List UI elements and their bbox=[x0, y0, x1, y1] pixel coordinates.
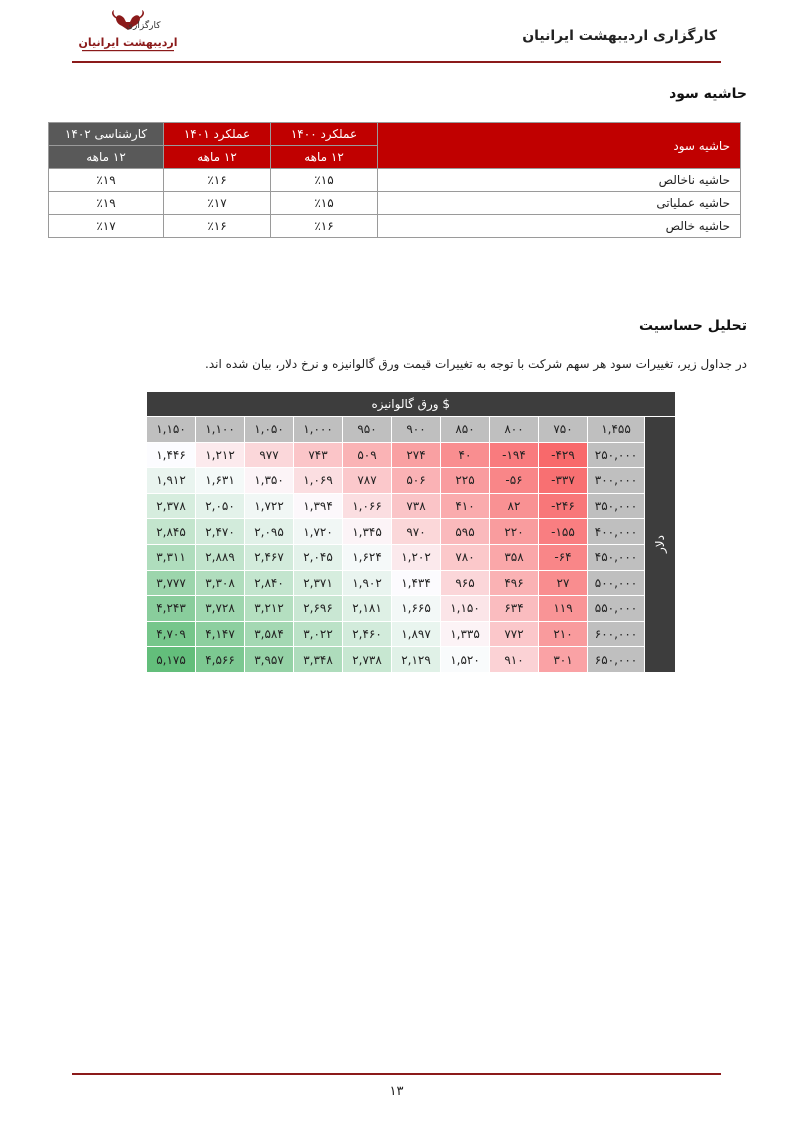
eps-cell: ۲,۸۴۰ bbox=[245, 570, 294, 596]
sensitivity-table bbox=[146, 391, 676, 673]
eps-cell: ۹۱۰ bbox=[490, 647, 539, 673]
logo-small-text: کارگزاری bbox=[126, 21, 161, 31]
column-header: کارشناسی ۱۴۰۲ bbox=[49, 123, 164, 146]
row-label: حاشیه ناخالص bbox=[378, 169, 741, 192]
price-header: ۸۵۰ bbox=[441, 417, 490, 443]
price-header: ۱,۰۵۰ bbox=[245, 417, 294, 443]
dollar-side-label bbox=[645, 417, 676, 673]
table-row bbox=[147, 621, 676, 647]
table-cell: ٪۱۹ bbox=[49, 169, 164, 192]
dollar-rate-header: ۲۵۰,۰۰۰ bbox=[588, 442, 645, 468]
eps-cell: ۴۹۶ bbox=[490, 570, 539, 596]
column-period: ۱۲ ماهه bbox=[49, 146, 164, 169]
table-row bbox=[49, 169, 741, 192]
company-name: کارگزاری اردیبهشت ایرانیان bbox=[522, 28, 717, 44]
dollar-rate-header: ۴۰۰,۰۰۰ bbox=[588, 519, 645, 545]
eps-cell: ۷۸۷ bbox=[343, 468, 392, 494]
eps-cell: ۱,۷۲۰ bbox=[294, 519, 343, 545]
eps-cell: ۷۸۰ bbox=[441, 544, 490, 570]
price-header: ۱,۱۰۰ bbox=[196, 417, 245, 443]
profit-margin-table bbox=[48, 122, 741, 238]
eps-cell: ۴,۲۴۳ bbox=[147, 596, 196, 622]
footer-rule bbox=[72, 1073, 721, 1075]
margin-row-header: حاشیه سود bbox=[378, 123, 741, 169]
price-header-row bbox=[147, 417, 676, 443]
eps-cell: ۲,۸۴۵ bbox=[147, 519, 196, 545]
eps-cell: ۲,۴۷۰ bbox=[196, 519, 245, 545]
column-header: عملکرد ۱۴۰۱ bbox=[164, 123, 271, 146]
eps-cell: ۲,۳۷۱ bbox=[294, 570, 343, 596]
eps-cell: ۶۳۴ bbox=[490, 596, 539, 622]
table-row bbox=[147, 493, 676, 519]
table-row bbox=[147, 596, 676, 622]
eps-cell: ۲,۳۷۸ bbox=[147, 493, 196, 519]
eps-cell: ۹۷۷ bbox=[245, 442, 294, 468]
eps-cell: ۴۰ bbox=[441, 442, 490, 468]
eps-cell: ۱۱۹ bbox=[539, 596, 588, 622]
margin-section-title: حاشیه سود bbox=[669, 86, 747, 102]
eps-cell: ۱,۳۳۵ bbox=[441, 621, 490, 647]
eps-cell: -۲۴۶ bbox=[539, 493, 588, 519]
table-cell: ٪۱۶ bbox=[271, 215, 378, 238]
eps-cell: ۲,۴۶۷ bbox=[245, 544, 294, 570]
table-cell: ٪۱۵ bbox=[271, 169, 378, 192]
eps-cell: ۱,۶۲۴ bbox=[343, 544, 392, 570]
eps-cell: ۸۲ bbox=[490, 493, 539, 519]
eps-cell: ۲,۰۹۵ bbox=[245, 519, 294, 545]
eps-cell: ۵۰۹ bbox=[343, 442, 392, 468]
company-logo bbox=[72, 8, 184, 56]
eps-cell: ۳۵۸ bbox=[490, 544, 539, 570]
sensitivity-description: در جداول زیر، تغییرات سود هر سهم شرکت با توجه به تغییرات قیمت ورق گالوانیزه و نرخ دلار، بیان شده اند. bbox=[205, 357, 747, 371]
eps-cell: ۱,۹۱۲ bbox=[147, 468, 196, 494]
eps-cell: ۱,۲۱۲ bbox=[196, 442, 245, 468]
table-header-row bbox=[49, 123, 741, 146]
sensitivity-caption: ورق گالوانیزه $ bbox=[147, 392, 676, 417]
eps-cell: -۳۳۷ bbox=[539, 468, 588, 494]
eps-cell: ۳,۰۲۲ bbox=[294, 621, 343, 647]
eps-cell: ۳,۷۷۷ bbox=[147, 570, 196, 596]
price-header: ۹۰۰ bbox=[392, 417, 441, 443]
row-label: حاشیه خالص bbox=[378, 215, 741, 238]
eps-cell: ۳,۹۵۷ bbox=[245, 647, 294, 673]
eps-cell: ۱,۷۲۲ bbox=[245, 493, 294, 519]
row-label: حاشیه عملیاتی bbox=[378, 192, 741, 215]
eps-cell: ۷۴۳ bbox=[294, 442, 343, 468]
eps-cell: ۱,۰۶۶ bbox=[343, 493, 392, 519]
price-header: ۹۵۰ bbox=[343, 417, 392, 443]
table-cell: ٪۱۵ bbox=[271, 192, 378, 215]
eps-cell: ۲,۸۸۹ bbox=[196, 544, 245, 570]
eps-cell: ۹۶۵ bbox=[441, 570, 490, 596]
column-header: عملکرد ۱۴۰۰ bbox=[271, 123, 378, 146]
eps-cell: ۲۲۵ bbox=[441, 468, 490, 494]
eps-cell: ۳,۲۱۲ bbox=[245, 596, 294, 622]
eps-cell: ۱,۳۵۰ bbox=[245, 468, 294, 494]
dollar-label-text: دلار bbox=[652, 535, 667, 554]
eps-cell: -۴۲۹ bbox=[539, 442, 588, 468]
eps-cell: ۱,۲۰۲ bbox=[392, 544, 441, 570]
eps-cell: ۱,۶۶۵ bbox=[392, 596, 441, 622]
sensitivity-caption-row bbox=[147, 392, 676, 417]
eps-cell: ۱,۴۴۶ bbox=[147, 442, 196, 468]
eps-cell: -۱۹۴ bbox=[490, 442, 539, 468]
eps-cell: ۱,۰۶۹ bbox=[294, 468, 343, 494]
eps-cell: ۲,۶۹۶ bbox=[294, 596, 343, 622]
eps-cell: ۲۷ bbox=[539, 570, 588, 596]
eps-cell: ۱,۴۳۴ bbox=[392, 570, 441, 596]
logo-main-text: اردیبهشت ایرانیان bbox=[78, 36, 178, 49]
eps-cell: -۶۴ bbox=[539, 544, 588, 570]
eps-cell: -۵۶ bbox=[490, 468, 539, 494]
eps-cell: ۲۱۰ bbox=[539, 621, 588, 647]
table-cell: ٪۱۹ bbox=[49, 192, 164, 215]
eps-cell: ۷۳۸ bbox=[392, 493, 441, 519]
eps-cell: ۵,۱۷۵ bbox=[147, 647, 196, 673]
price-header: ۷۵۰ bbox=[539, 417, 588, 443]
dollar-rate-header: ۵۵۰,۰۰۰ bbox=[588, 596, 645, 622]
table-cell: ٪۱۷ bbox=[164, 192, 271, 215]
eps-cell: ۲,۷۳۸ bbox=[343, 647, 392, 673]
eps-cell: ۷۷۲ bbox=[490, 621, 539, 647]
eps-cell: ۴,۱۴۷ bbox=[196, 621, 245, 647]
column-period: ۱۲ ماهه bbox=[164, 146, 271, 169]
eps-cell: ۳,۵۸۴ bbox=[245, 621, 294, 647]
column-period: ۱۲ ماهه bbox=[271, 146, 378, 169]
eps-cell: ۲,۴۶۰ bbox=[343, 621, 392, 647]
price-header: ۸۰۰ bbox=[490, 417, 539, 443]
table-row bbox=[147, 442, 676, 468]
eps-cell: ۵۹۵ bbox=[441, 519, 490, 545]
eps-cell: ۱,۱۵۰ bbox=[441, 596, 490, 622]
sensitivity-section-title: تحلیل حساسیت bbox=[638, 318, 747, 334]
table-row bbox=[147, 570, 676, 596]
dollar-rate-header: ۶۰۰,۰۰۰ bbox=[588, 621, 645, 647]
table-row bbox=[147, 519, 676, 545]
table-row bbox=[49, 192, 741, 215]
dollar-rate-header: ۵۰۰,۰۰۰ bbox=[588, 570, 645, 596]
dollar-rate-header: ۳۰۰,۰۰۰ bbox=[588, 468, 645, 494]
eps-cell: ۱,۳۴۵ bbox=[343, 519, 392, 545]
eps-cell: ۳,۳۴۸ bbox=[294, 647, 343, 673]
table-row bbox=[49, 215, 741, 238]
table-row bbox=[147, 544, 676, 570]
table-row bbox=[147, 647, 676, 673]
table-cell: ٪۱۶ bbox=[164, 215, 271, 238]
dollar-rate-header: ۶۵۰,۰۰۰ bbox=[588, 647, 645, 673]
header-rule bbox=[72, 61, 721, 63]
eps-cell: ۹۷۰ bbox=[392, 519, 441, 545]
eps-cell: ۳۰۱ bbox=[539, 647, 588, 673]
eps-cell: ۲,۰۵۰ bbox=[196, 493, 245, 519]
eps-cell: ۱,۳۹۴ bbox=[294, 493, 343, 519]
dollar-rate-header: ۳۵۰,۰۰۰ bbox=[588, 493, 645, 519]
eps-cell: ۱,۶۳۱ bbox=[196, 468, 245, 494]
eps-cell: -۱۵۵ bbox=[539, 519, 588, 545]
eps-cell: ۲۷۴ bbox=[392, 442, 441, 468]
table-cell: ٪۱۷ bbox=[49, 215, 164, 238]
eps-cell: ۱,۵۲۰ bbox=[441, 647, 490, 673]
table-row bbox=[147, 468, 676, 494]
eps-cell: ۱,۹۰۲ bbox=[343, 570, 392, 596]
eps-cell: ۲,۱۲۹ bbox=[392, 647, 441, 673]
eps-cell: ۵۰۶ bbox=[392, 468, 441, 494]
page-number: ۱۳ bbox=[389, 1084, 404, 1099]
table-cell: ٪۱۶ bbox=[164, 169, 271, 192]
eps-cell: ۱,۸۹۷ bbox=[392, 621, 441, 647]
eps-cell: ۳,۷۲۸ bbox=[196, 596, 245, 622]
price-header: ۱,۱۵۰ bbox=[147, 417, 196, 443]
eps-cell: ۳,۳۰۸ bbox=[196, 570, 245, 596]
eps-cell: ۲۲۰ bbox=[490, 519, 539, 545]
eps-cell: ۴,۵۶۶ bbox=[196, 647, 245, 673]
eps-cell: ۲,۰۴۵ bbox=[294, 544, 343, 570]
base-price-header: ۱,۴۵۵ bbox=[588, 417, 645, 443]
eps-cell: ۳,۳۱۱ bbox=[147, 544, 196, 570]
eps-cell: ۴۱۰ bbox=[441, 493, 490, 519]
eps-cell: ۴,۷۰۹ bbox=[147, 621, 196, 647]
price-header: ۱,۰۰۰ bbox=[294, 417, 343, 443]
dollar-rate-header: ۴۵۰,۰۰۰ bbox=[588, 544, 645, 570]
eps-cell: ۲,۱۸۱ bbox=[343, 596, 392, 622]
